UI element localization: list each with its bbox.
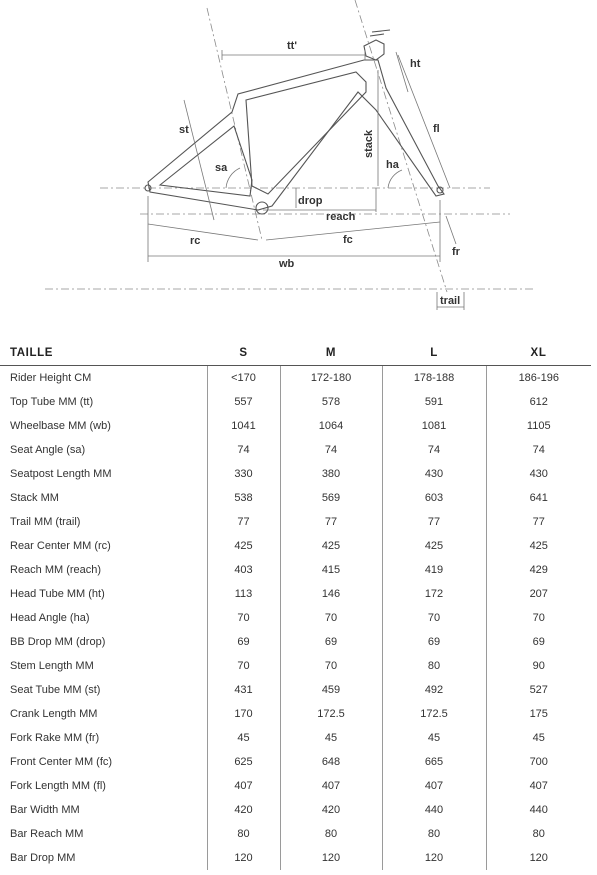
row-value: 120 [280, 846, 382, 870]
label-st: st [179, 124, 189, 136]
row-value: 425 [207, 534, 280, 558]
row-value: 407 [382, 774, 486, 798]
row-value: 527 [486, 678, 591, 702]
row-value: 69 [280, 630, 382, 654]
label-trail: trail [440, 295, 461, 307]
row-label: Front Center MM (fc) [10, 756, 113, 768]
table-row [0, 462, 591, 486]
row-label: Stack MM [10, 492, 59, 504]
row-value: 641 [486, 486, 591, 510]
row-value: 569 [280, 486, 382, 510]
row-value: 415 [280, 558, 382, 582]
row-value: 77 [280, 510, 382, 534]
label-fl: fl [433, 123, 440, 135]
row-label: Stem Length MM [10, 660, 94, 672]
row-value: 431 [207, 678, 280, 702]
row-value: 80 [207, 822, 280, 846]
label-ha: ha [386, 159, 399, 171]
row-label: Wheelbase MM (wb) [10, 420, 111, 432]
label-stack: stack [363, 129, 375, 158]
row-value: 207 [486, 582, 591, 606]
row-label: Head Tube MM (ht) [10, 588, 105, 600]
row-value: 429 [486, 558, 591, 582]
row-value: 1041 [207, 414, 280, 438]
header-size-s: S [207, 341, 280, 366]
dimension-lines [148, 50, 464, 310]
row-value: 74 [486, 438, 591, 462]
row-value: 74 [207, 438, 280, 462]
row-value: 77 [486, 510, 591, 534]
row-value: 77 [382, 510, 486, 534]
table-row [0, 774, 591, 798]
row-value: 90 [486, 654, 591, 678]
row-value: 612 [486, 390, 591, 414]
row-value: 557 [207, 390, 280, 414]
label-drop: drop [298, 195, 323, 207]
row-label: Seat Angle (sa) [10, 444, 86, 456]
row-value: 407 [207, 774, 280, 798]
table-row [0, 846, 591, 870]
row-value: 146 [280, 582, 382, 606]
table-row [0, 726, 591, 750]
row-label: Reach MM (reach) [10, 564, 102, 576]
row-value: 380 [280, 462, 382, 486]
table-row [0, 414, 591, 438]
row-label: Seatpost Length MM [10, 468, 112, 480]
table-row [0, 702, 591, 726]
row-value: 440 [486, 798, 591, 822]
table-row [0, 582, 591, 606]
row-value: 603 [382, 486, 486, 510]
table-row [0, 558, 591, 582]
table-row [0, 654, 591, 678]
table-row [0, 534, 591, 558]
row-label: Fork Rake MM (fr) [10, 732, 100, 744]
row-value: 45 [207, 726, 280, 750]
row-value: 113 [207, 582, 280, 606]
row-label: Crank Length MM [10, 708, 98, 720]
table-row [0, 486, 591, 510]
row-value: 69 [207, 630, 280, 654]
row-value: 172 [382, 582, 486, 606]
row-value: 172-180 [280, 366, 382, 391]
table-row [0, 630, 591, 654]
row-value: 69 [382, 630, 486, 654]
row-value: 69 [486, 630, 591, 654]
label-fr: fr [452, 246, 460, 258]
table-row [0, 606, 591, 630]
row-label: Bar Width MM [10, 804, 80, 816]
row-value: 403 [207, 558, 280, 582]
table-row [0, 750, 591, 774]
header-size-xl: XL [486, 341, 591, 366]
row-value: 70 [382, 606, 486, 630]
row-value: 70 [486, 606, 591, 630]
label-tt: tt' [287, 40, 297, 52]
label-wb: wb [279, 258, 295, 270]
row-value: 175 [486, 702, 591, 726]
row-value: 70 [207, 654, 280, 678]
row-value: 80 [382, 822, 486, 846]
table-row [0, 438, 591, 462]
row-label: Head Angle (ha) [10, 612, 90, 624]
row-value: 665 [382, 750, 486, 774]
row-value: 648 [280, 750, 382, 774]
row-label: Fork Length MM (fl) [10, 780, 106, 792]
row-label: BB Drop MM (drop) [10, 636, 106, 648]
table-row [0, 678, 591, 702]
row-value: 74 [382, 438, 486, 462]
row-value: 430 [486, 462, 591, 486]
table-row [0, 366, 591, 391]
row-value: 178-188 [382, 366, 486, 391]
row-value: 172.5 [280, 702, 382, 726]
header-size-l: L [382, 341, 486, 366]
row-value: 120 [207, 846, 280, 870]
row-value: 492 [382, 678, 486, 702]
row-value: 700 [486, 750, 591, 774]
row-value: 70 [280, 606, 382, 630]
row-label: Rider Height CM [10, 372, 92, 384]
row-value: 420 [280, 798, 382, 822]
row-label: Rear Center MM (rc) [10, 540, 111, 552]
row-value: 420 [207, 798, 280, 822]
row-value: 80 [486, 822, 591, 846]
geometry-diagram [0, 0, 597, 320]
table-body [0, 366, 591, 871]
table-header-row [0, 341, 591, 366]
label-fc: fc [343, 234, 353, 246]
row-label: Bar Reach MM [10, 828, 84, 840]
row-value: 430 [382, 462, 486, 486]
row-value: 1081 [382, 414, 486, 438]
row-label: Bar Drop MM [10, 852, 76, 864]
row-value: 80 [382, 654, 486, 678]
header-taille: TAILLE [0, 341, 207, 366]
row-value: 591 [382, 390, 486, 414]
row-value: 80 [280, 822, 382, 846]
row-value: 45 [486, 726, 591, 750]
row-value: 120 [486, 846, 591, 870]
label-reach: reach [326, 211, 356, 223]
row-value: 186-196 [486, 366, 591, 391]
row-value: 45 [382, 726, 486, 750]
row-value: 407 [486, 774, 591, 798]
table-row [0, 510, 591, 534]
row-value: 440 [382, 798, 486, 822]
row-value: 172.5 [382, 702, 486, 726]
geometry-table [0, 341, 591, 870]
row-value: 70 [280, 654, 382, 678]
row-value: 1064 [280, 414, 382, 438]
row-value: 330 [207, 462, 280, 486]
row-value: 425 [486, 534, 591, 558]
row-value: 45 [280, 726, 382, 750]
row-value: 538 [207, 486, 280, 510]
header-size-m: M [280, 341, 382, 366]
row-value: 120 [382, 846, 486, 870]
row-value: 625 [207, 750, 280, 774]
row-value: 77 [207, 510, 280, 534]
row-label: Seat Tube MM (st) [10, 684, 101, 696]
row-value: 578 [280, 390, 382, 414]
row-value: 459 [280, 678, 382, 702]
row-value: 170 [207, 702, 280, 726]
row-value: 419 [382, 558, 486, 582]
row-value: 425 [280, 534, 382, 558]
row-label: Trail MM (trail) [10, 516, 81, 528]
row-value: 1105 [486, 414, 591, 438]
row-value: 425 [382, 534, 486, 558]
row-value: 74 [280, 438, 382, 462]
row-value: <170 [207, 366, 280, 391]
table-row [0, 822, 591, 846]
label-sa: sa [215, 162, 228, 174]
row-value: 407 [280, 774, 382, 798]
label-rc: rc [190, 235, 201, 247]
table-row [0, 390, 591, 414]
row-value: 70 [207, 606, 280, 630]
label-ht: ht [410, 58, 421, 70]
row-label: Top Tube MM (tt) [10, 396, 94, 408]
table-row [0, 798, 591, 822]
